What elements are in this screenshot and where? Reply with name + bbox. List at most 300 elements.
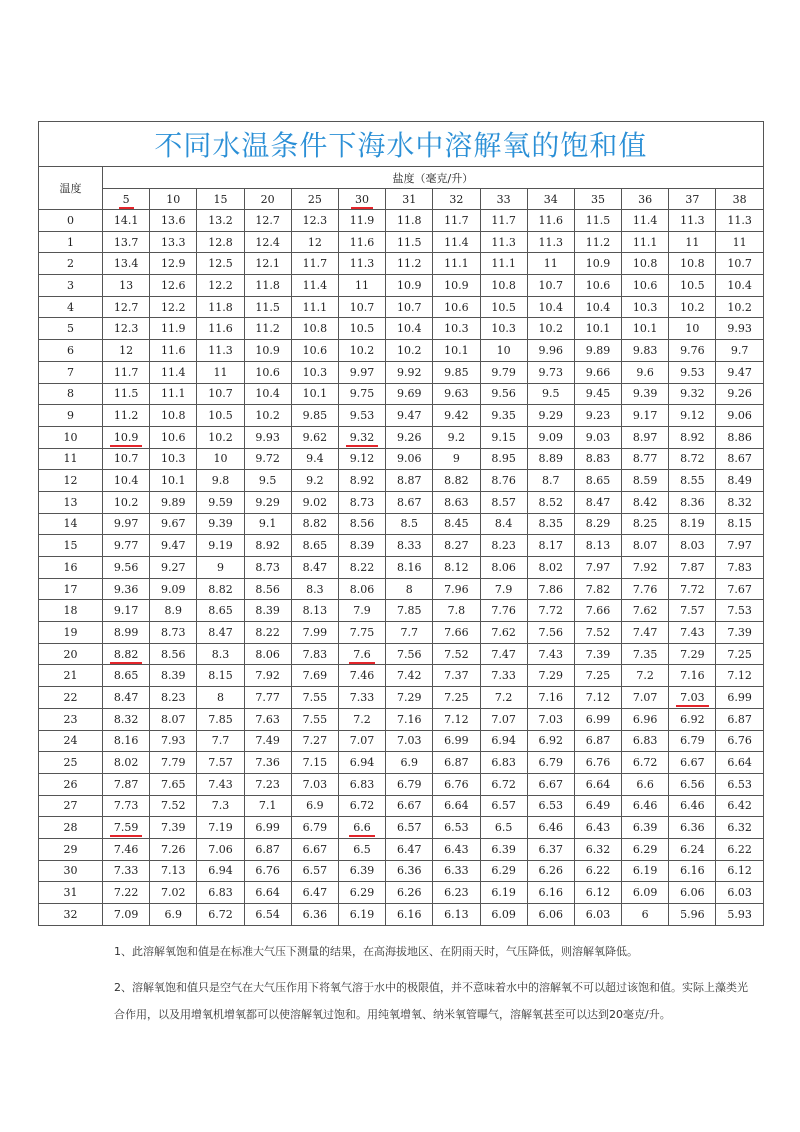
value-text: 7.25 xyxy=(444,690,469,704)
value-text: 11.1 xyxy=(444,257,469,271)
value-text: 11.2 xyxy=(255,322,280,336)
table-row xyxy=(39,838,764,860)
table-row xyxy=(39,491,764,513)
value-text: 9.8 xyxy=(211,474,230,488)
value-text: 10.9 xyxy=(110,431,143,447)
value-text: 10.1 xyxy=(302,387,328,401)
value-text: 7.67 xyxy=(727,582,752,596)
value-text: 8 xyxy=(405,582,413,596)
value-text: 11 xyxy=(732,235,747,249)
value-cell xyxy=(716,687,763,709)
temperature-cell: 9 xyxy=(39,405,103,427)
value-cell xyxy=(716,752,763,774)
value-text: 6 xyxy=(641,907,649,921)
value-text: 8.87 xyxy=(396,474,422,488)
value-cell xyxy=(574,210,621,232)
value-text: 8.13 xyxy=(302,604,328,618)
value-cell xyxy=(480,405,527,427)
value-text: 8.89 xyxy=(538,452,564,466)
value-text: 7.2 xyxy=(636,669,654,683)
value-text: 7.92 xyxy=(632,560,658,574)
temperature-cell: 1 xyxy=(39,231,103,253)
temperature-cell: 2 xyxy=(39,253,103,275)
value-text: 11.3 xyxy=(727,213,752,227)
value-cell xyxy=(433,817,480,839)
value-text: 7.93 xyxy=(161,734,186,748)
value-text: 11.8 xyxy=(208,300,233,314)
value-text: 9.93 xyxy=(727,322,752,336)
value-text: 10.8 xyxy=(680,257,705,271)
value-cell xyxy=(150,231,197,253)
value-text: 6.19 xyxy=(491,886,516,900)
value-cell xyxy=(480,730,527,752)
value-cell xyxy=(150,210,197,232)
value-text: 8.22 xyxy=(255,625,280,639)
table-row xyxy=(39,752,764,774)
value-text: 8.63 xyxy=(444,495,469,509)
value-text: 7.9 xyxy=(353,604,371,618)
value-cell xyxy=(103,882,150,904)
value-text: 7.59 xyxy=(110,821,143,837)
value-cell xyxy=(244,752,291,774)
value-cell xyxy=(433,296,480,318)
value-cell xyxy=(197,752,244,774)
value-text: 9.97 xyxy=(349,365,375,379)
value-text: 6.16 xyxy=(538,886,564,900)
value-cell xyxy=(338,817,385,839)
value-text: 6.79 xyxy=(680,734,705,748)
value-cell xyxy=(480,882,527,904)
salinity-label: 32 xyxy=(449,192,464,206)
value-cell xyxy=(527,275,574,297)
value-text: 11.4 xyxy=(632,213,658,227)
value-text: 11.9 xyxy=(349,213,375,227)
value-cell xyxy=(386,535,433,557)
temperature-cell: 12 xyxy=(39,470,103,492)
value-cell xyxy=(622,600,669,622)
value-text: 10.7 xyxy=(396,300,422,314)
value-text: 9.03 xyxy=(585,430,611,444)
temperature-cell: 29 xyxy=(39,838,103,860)
value-text: 9.17 xyxy=(632,409,658,423)
temperature-cell: 30 xyxy=(39,860,103,882)
value-text: 6.67 xyxy=(396,799,422,813)
value-cell xyxy=(480,643,527,665)
value-cell xyxy=(527,448,574,470)
value-cell xyxy=(197,882,244,904)
temperature-cell: 31 xyxy=(39,882,103,904)
value-cell xyxy=(291,513,338,535)
value-cell xyxy=(386,904,433,926)
value-text: 7.15 xyxy=(302,756,328,770)
value-text: 8.5 xyxy=(400,517,418,531)
value-text: 10.7 xyxy=(113,452,139,466)
value-cell xyxy=(433,882,480,904)
salinity-label: 35 xyxy=(590,192,605,206)
value-cell xyxy=(574,708,621,730)
value-text: 8.07 xyxy=(632,539,658,553)
value-cell xyxy=(622,405,669,427)
value-text: 8.42 xyxy=(632,495,658,509)
value-text: 7.37 xyxy=(444,669,469,683)
table-row xyxy=(39,882,764,904)
value-text: 8.57 xyxy=(491,495,516,509)
value-cell xyxy=(338,557,385,579)
value-text: 10.6 xyxy=(302,343,328,357)
value-text: 9.89 xyxy=(161,495,186,509)
value-cell xyxy=(244,513,291,535)
value-text: 6.12 xyxy=(585,886,611,900)
value-text: 9.77 xyxy=(113,539,139,553)
value-cell xyxy=(197,383,244,405)
value-text: 10.9 xyxy=(396,278,422,292)
value-cell xyxy=(527,622,574,644)
value-text: 9.29 xyxy=(538,409,564,423)
value-cell xyxy=(669,643,716,665)
value-text: 8.15 xyxy=(208,669,233,683)
value-cell xyxy=(669,622,716,644)
value-text: 10.8 xyxy=(632,257,658,271)
temperature-cell: 3 xyxy=(39,275,103,297)
value-text: 9.67 xyxy=(161,517,186,531)
value-text: 7.79 xyxy=(161,756,186,770)
value-text: 9.2 xyxy=(447,430,466,444)
value-text: 9.7 xyxy=(730,343,749,357)
value-text: 9.06 xyxy=(396,452,422,466)
value-cell xyxy=(291,448,338,470)
value-text: 7.46 xyxy=(113,842,139,856)
value-text: 13.6 xyxy=(161,213,186,227)
value-text: 7.53 xyxy=(727,604,752,618)
value-text: 9.6 xyxy=(636,365,654,379)
value-text: 8.82 xyxy=(444,474,469,488)
value-cell xyxy=(574,275,621,297)
value-cell xyxy=(433,795,480,817)
value-cell xyxy=(480,708,527,730)
value-text: 6.79 xyxy=(396,777,422,791)
value-text: 11.2 xyxy=(585,235,611,249)
value-text: 9.62 xyxy=(302,430,328,444)
value-cell xyxy=(386,405,433,427)
value-cell xyxy=(197,448,244,470)
value-text: 10.2 xyxy=(113,495,139,509)
value-cell xyxy=(291,817,338,839)
value-cell xyxy=(197,513,244,535)
value-text: 10 xyxy=(213,452,228,466)
value-text: 6.94 xyxy=(349,756,375,770)
value-text: 7.19 xyxy=(208,821,233,835)
value-cell xyxy=(244,773,291,795)
value-text: 6.87 xyxy=(585,734,611,748)
value-cell xyxy=(433,752,480,774)
value-text: 6.57 xyxy=(491,799,516,813)
value-cell xyxy=(433,773,480,795)
temperature-cell: 13 xyxy=(39,491,103,513)
value-text: 7.52 xyxy=(585,625,611,639)
value-cell xyxy=(291,860,338,882)
value-text: 8.47 xyxy=(113,690,139,704)
value-cell xyxy=(716,405,763,427)
value-text: 9.26 xyxy=(727,387,752,401)
value-text: 6.26 xyxy=(538,864,564,878)
value-text: 6.06 xyxy=(680,886,705,900)
value-text: 13.3 xyxy=(161,235,186,249)
value-text: 6.83 xyxy=(349,777,375,791)
temperature-cell: 24 xyxy=(39,730,103,752)
value-text: 11.1 xyxy=(632,235,658,249)
value-cell xyxy=(669,882,716,904)
value-cell xyxy=(433,318,480,340)
value-cell xyxy=(433,622,480,644)
value-cell xyxy=(150,557,197,579)
value-text: 10.2 xyxy=(727,300,752,314)
value-cell xyxy=(480,578,527,600)
value-text: 9.06 xyxy=(727,409,752,423)
salinity-label: 25 xyxy=(307,192,322,206)
value-cell xyxy=(527,643,574,665)
value-cell xyxy=(716,361,763,383)
value-cell xyxy=(338,231,385,253)
value-cell xyxy=(386,578,433,600)
value-cell xyxy=(244,535,291,557)
value-cell xyxy=(386,643,433,665)
value-text: 7.57 xyxy=(208,756,233,770)
value-cell xyxy=(716,340,763,362)
value-text: 12.6 xyxy=(161,278,186,292)
value-cell xyxy=(386,600,433,622)
value-text: 7.03 xyxy=(538,712,564,726)
value-cell xyxy=(574,491,621,513)
value-cell xyxy=(574,643,621,665)
value-cell xyxy=(716,275,763,297)
table-row xyxy=(39,795,764,817)
value-cell xyxy=(291,904,338,926)
value-cell xyxy=(433,600,480,622)
value-cell xyxy=(103,838,150,860)
value-cell xyxy=(574,361,621,383)
value-cell xyxy=(527,708,574,730)
table-row xyxy=(39,296,764,318)
value-text: 10.4 xyxy=(585,300,611,314)
value-cell xyxy=(716,491,763,513)
value-text: 6.9 xyxy=(306,799,324,813)
value-cell xyxy=(386,665,433,687)
value-cell xyxy=(574,318,621,340)
value-text: 6.76 xyxy=(444,777,469,791)
value-cell xyxy=(103,361,150,383)
value-cell xyxy=(150,513,197,535)
value-text: 10.2 xyxy=(349,343,375,357)
value-cell xyxy=(622,231,669,253)
value-text: 7.66 xyxy=(585,604,611,618)
value-cell xyxy=(386,275,433,297)
value-text: 10.6 xyxy=(161,430,186,444)
value-text: 9.27 xyxy=(161,560,186,574)
value-cell xyxy=(480,275,527,297)
value-cell xyxy=(480,491,527,513)
value-cell xyxy=(669,578,716,600)
value-text: 9.32 xyxy=(680,387,705,401)
value-text: 6.96 xyxy=(632,712,658,726)
value-cell xyxy=(338,340,385,362)
value-text: 6.12 xyxy=(727,864,752,878)
value-text: 10.7 xyxy=(727,257,752,271)
value-cell xyxy=(150,795,197,817)
value-text: 12.4 xyxy=(255,235,280,249)
value-text: 12.8 xyxy=(208,235,233,249)
value-cell xyxy=(716,643,763,665)
value-cell xyxy=(480,557,527,579)
value-cell xyxy=(338,448,385,470)
table-body xyxy=(39,210,764,926)
value-text: 9.85 xyxy=(444,365,469,379)
value-cell xyxy=(197,318,244,340)
value-cell xyxy=(716,578,763,600)
value-cell xyxy=(574,817,621,839)
value-cell xyxy=(244,643,291,665)
temperature-header: 温度 xyxy=(39,167,103,210)
value-cell xyxy=(291,470,338,492)
value-cell xyxy=(527,795,574,817)
value-cell xyxy=(386,210,433,232)
value-cell xyxy=(622,557,669,579)
value-cell xyxy=(244,405,291,427)
value-text: 7.76 xyxy=(632,582,658,596)
value-text: 9.96 xyxy=(538,343,564,357)
value-cell xyxy=(527,513,574,535)
value-cell xyxy=(103,275,150,297)
value-cell xyxy=(622,253,669,275)
value-text: 7.25 xyxy=(727,647,752,661)
value-cell xyxy=(338,383,385,405)
value-text: 11.5 xyxy=(585,213,611,227)
value-text: 6.9 xyxy=(400,756,418,770)
value-cell xyxy=(386,426,433,448)
temperature-cell: 32 xyxy=(39,904,103,926)
value-cell xyxy=(622,622,669,644)
table-row xyxy=(39,340,764,362)
value-cell xyxy=(622,340,669,362)
value-cell xyxy=(527,231,574,253)
value-cell xyxy=(386,882,433,904)
value-text: 9.17 xyxy=(113,604,139,618)
value-cell xyxy=(197,275,244,297)
value-text: 10.3 xyxy=(632,300,658,314)
value-text: 9.35 xyxy=(491,409,516,423)
value-text: 6.46 xyxy=(538,821,564,835)
value-cell xyxy=(291,730,338,752)
value-cell xyxy=(150,318,197,340)
value-text: 6.76 xyxy=(255,864,280,878)
temperature-cell: 17 xyxy=(39,578,103,600)
value-text: 7.7 xyxy=(211,734,230,748)
value-cell xyxy=(433,491,480,513)
value-text: 11.4 xyxy=(444,235,469,249)
value-text: 6.23 xyxy=(444,886,469,900)
value-text: 6.72 xyxy=(632,756,658,770)
value-text: 10.1 xyxy=(161,474,186,488)
value-text: 11.5 xyxy=(113,387,139,401)
value-cell xyxy=(197,860,244,882)
value-cell xyxy=(150,383,197,405)
value-cell xyxy=(244,318,291,340)
table-row xyxy=(39,773,764,795)
salinity-label: 36 xyxy=(638,192,653,206)
value-cell xyxy=(338,535,385,557)
value-text: 7.85 xyxy=(208,712,233,726)
value-cell xyxy=(150,340,197,362)
value-cell xyxy=(150,470,197,492)
table-row xyxy=(39,708,764,730)
value-cell xyxy=(386,361,433,383)
value-text: 9.39 xyxy=(632,387,658,401)
value-text: 8.65 xyxy=(208,604,233,618)
value-text: 6.6 xyxy=(349,821,375,837)
value-text: 7.97 xyxy=(727,539,752,553)
value-text: 6.83 xyxy=(208,886,233,900)
value-cell xyxy=(669,708,716,730)
value-cell xyxy=(574,513,621,535)
value-cell xyxy=(291,752,338,774)
value-cell xyxy=(150,730,197,752)
value-text: 6.9 xyxy=(164,907,183,921)
value-text: 9.32 xyxy=(346,431,379,447)
value-text: 10 xyxy=(685,322,700,336)
value-text: 6.32 xyxy=(727,821,752,835)
value-text: 8.15 xyxy=(727,517,752,531)
value-text: 7.62 xyxy=(632,604,658,618)
value-cell xyxy=(433,708,480,730)
table-title: 不同水温条件下海水中溶解氧的饱和值 xyxy=(39,122,764,167)
value-cell xyxy=(103,405,150,427)
value-text: 11.3 xyxy=(538,235,564,249)
value-text: 6.36 xyxy=(396,864,422,878)
value-text: 9.12 xyxy=(680,409,705,423)
salinity-label: 38 xyxy=(732,192,747,206)
value-cell xyxy=(622,448,669,470)
value-cell xyxy=(291,687,338,709)
value-text: 6.29 xyxy=(491,864,516,878)
value-text: 13 xyxy=(119,278,134,292)
value-cell xyxy=(103,773,150,795)
value-text: 7.43 xyxy=(680,625,705,639)
value-cell xyxy=(527,210,574,232)
value-cell xyxy=(197,643,244,665)
value-cell xyxy=(669,600,716,622)
value-text: 6.29 xyxy=(349,886,375,900)
value-cell xyxy=(622,730,669,752)
value-cell xyxy=(244,296,291,318)
value-text: 7.39 xyxy=(585,647,611,661)
value-cell xyxy=(386,448,433,470)
value-text: 6.94 xyxy=(491,734,516,748)
temperature-cell: 25 xyxy=(39,752,103,774)
value-text: 7.02 xyxy=(161,886,186,900)
value-text: 6.39 xyxy=(632,821,658,835)
value-cell xyxy=(197,361,244,383)
value-text: 11.7 xyxy=(113,365,139,379)
table-row xyxy=(39,405,764,427)
temperature-cell: 14 xyxy=(39,513,103,535)
value-text: 6.13 xyxy=(444,907,469,921)
value-cell xyxy=(338,296,385,318)
value-cell xyxy=(150,817,197,839)
value-cell xyxy=(622,578,669,600)
value-text: 8.82 xyxy=(110,648,143,664)
value-text: 13.2 xyxy=(208,213,233,227)
value-cell xyxy=(716,296,763,318)
value-text: 8.86 xyxy=(727,430,752,444)
